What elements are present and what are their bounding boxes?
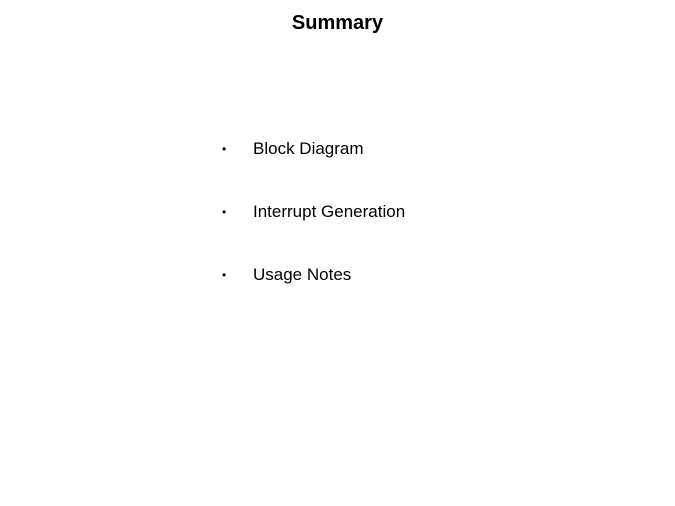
bullet-marker: • xyxy=(222,205,227,219)
bullet-item-usage-notes xyxy=(222,264,405,286)
bullet-list xyxy=(222,138,405,327)
slide-title: Summary xyxy=(291,12,384,34)
bullet-item-block-diagram xyxy=(222,138,405,160)
bullet-marker: • xyxy=(222,268,227,282)
bullet-text: Usage Notes xyxy=(253,265,352,284)
bullet-text: Block Diagram xyxy=(253,139,364,158)
bullet-marker: • xyxy=(222,142,227,156)
bullet-text: Interrupt Generation xyxy=(253,202,406,221)
bullet-item-interrupt-generation xyxy=(222,201,405,223)
